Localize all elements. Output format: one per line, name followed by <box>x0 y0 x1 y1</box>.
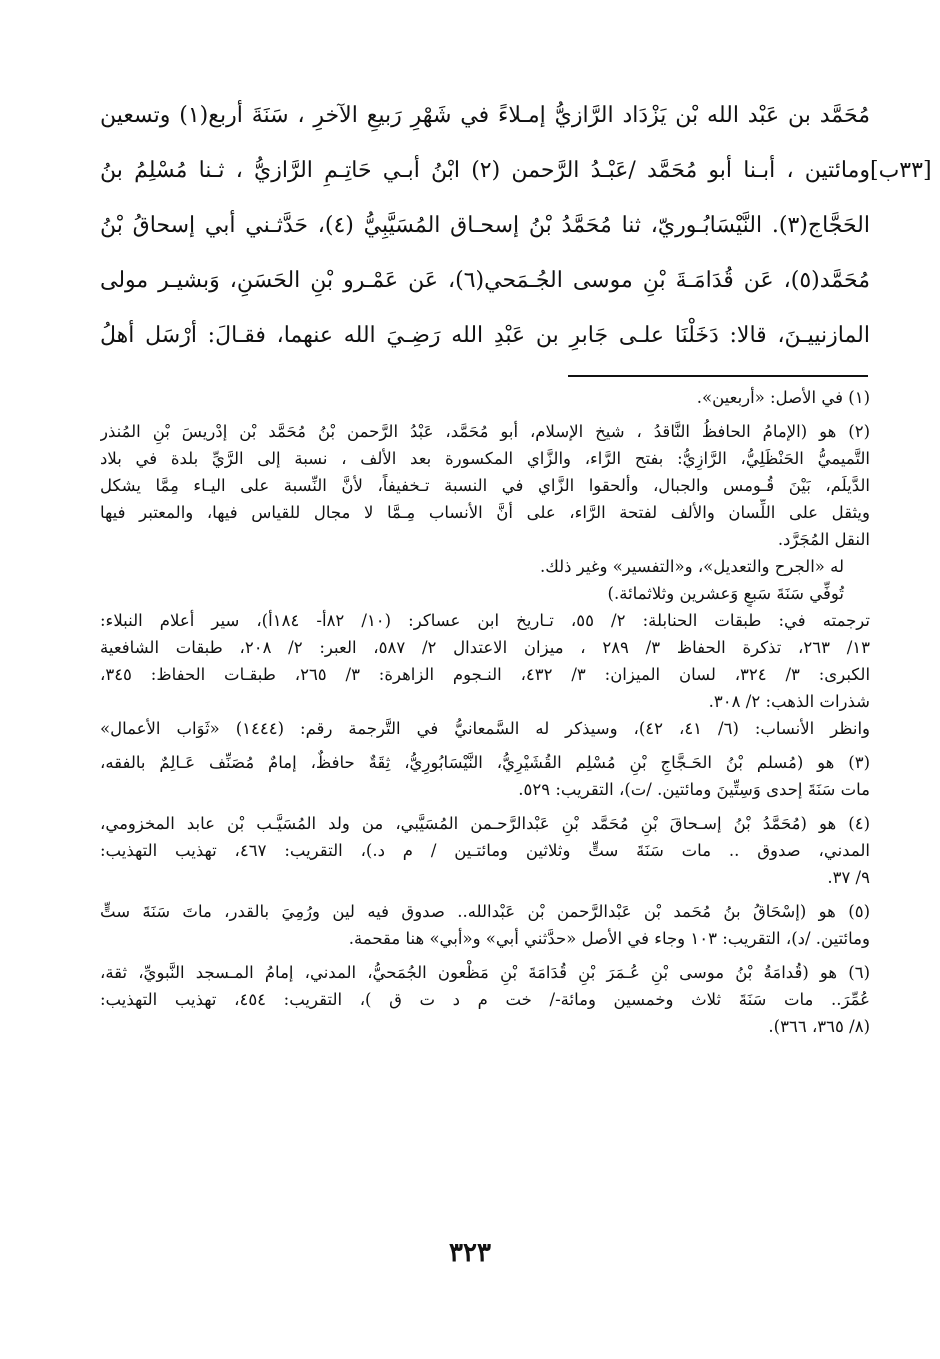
footnote-line: (٤) هو (مُحَمَّدُ بْنُ إسـحاقَ بْنِ مُحَمَّد بْنِ عَبْدالرَّحـمن المُسَيَّبي، من ولد المُسَيَّـب بْن عابد المخزومي، <box>100 814 870 833</box>
main-text-line: الحَجَّاج(٣). النَّيْسَابُـوريّ، ثنا مُحَمَّدُ بْنُ إسحـاق المُسَيَّبِيُّ (٤)، حَدَّثـني أبي إسحاقُ بْنُ <box>100 213 870 238</box>
main-text-body <box>100 88 870 363</box>
footnote-line: التَّميميُّ الحَنْظَلِيُّ، الرَّازِيُّ: بفتح الرَّاء، والزَّاي المكسورة بعد الألف ، نسبة إلى الرَّيِّ بلدة في بلاد <box>100 449 870 468</box>
footnote-3 <box>100 749 870 803</box>
footnote-line: (٨/ ٣٦٥، ٣٦٦). <box>768 1017 870 1036</box>
main-text-line: المازنييـنَ، قالا: دَخَلْنَا علـى جَابرِ بن عَبْدِ الله رَضِـيَ الله عنهما، فقـالَ: أرْسَل أهلُ <box>100 323 870 348</box>
footnote-line: وانظر الأنساب: (٦/ ٤١، ٤٢)، وسيذكر له السَّمعانيُّ في التَّرجمة رقم: (١٤٤٤) «ثَوَاب الأعمال» <box>100 719 870 738</box>
page-number: ٣٢٣ <box>449 1238 491 1268</box>
footnote-line: تُوفِّي سَنَةَ سَبعٍ وَعشرين وثلاثمائة.) <box>607 584 844 603</box>
footnote-4 <box>100 810 870 891</box>
main-text-line: مُحَمَّد بن عَبْد الله بْن يَزْدَاد الرَّازيُّ إمـلاءً في شَهْرِ رَبيعِ الآخرِ ، سَنَةَ أربع(١) وتسعين <box>100 103 870 128</box>
main-text-line: ومائتين ، أبـنا أبو مُحَمَّد /عَبْـدُ الرَّحمن (٢) ابْنُ أبـي حَاتِـمِ الرَّازيُّ ، ثـنا مُسْلِمُ بنُ <box>100 158 870 183</box>
footnote-6 <box>100 959 870 1040</box>
footnote-line: له «الجرح والتعديل»، و«التفسير» وغير ذلك. <box>539 557 844 576</box>
footnote-gap <box>100 411 870 418</box>
footnotes-section <box>100 384 870 1040</box>
footnote-line: الكبرى: ٣/ ٣٢٤، لسان الميزان: ٣/ ٤٣٢، النـجوم الزاهرة: ٣/ ٢٦٥، طبقـات الحفاظ: ٣٤٥، <box>100 665 870 684</box>
footnote-gap <box>100 891 870 898</box>
footnote-line: ترجمته في: طبقات الحنابلة: ٢/ ٥٥، تـاريخ ابن عساكر: (١٠/ ٨٢أ- ١٨٤أ)، سير أعلام النبلاء: <box>100 611 870 630</box>
footnote-line: المدني، صدوق .. مات سَنَةَ ستٍّ وثلاثين ومائتـين / م د.)، التقريب: ٤٦٧، تهذيب التهذيب: <box>100 841 870 860</box>
footnote-line: شذرات الذهب: ٢/ ٣٠٨. <box>708 692 870 711</box>
main-text-line: مُحَمَّد(٥)، عَن قُدَامَـةَ بْنِ موسى الجُـمَحي(٦)، عَن عَمْـرو بْنِ الحَسَنِ، وَبشيـر مولى <box>100 268 870 293</box>
footnote-line: مات سَنَةَ إحدى وَسِتِّينَ ومائتين. /ت)، التقريب: ٥٢٩. <box>518 780 870 799</box>
footnote-line: (٢) هو (الإمامُ الحافظُ النَّاقدُ ، شيخ الإسلام، أبو مُحَمَّد، عَبْدُ الرَّحمن بْنُ مُحَمَّد بْن إدْريسَ بْنِ المُنذر <box>100 422 870 441</box>
footnote-gap <box>100 803 870 810</box>
footnote-line: (٥) هو (إسْحَاقُ بنُ مُحَمد بْن عَبْدالرَّحمن بْن عَبْدالله.. صدوق فيه لين ورُمِيَ بالقدر، ماتَ سَنَةَ ستٍّ <box>100 902 870 921</box>
footnote-line: ٩/ ٣٧. <box>827 868 870 887</box>
footnote-line: عُمِّرَ.. مات سَنَةَ ثلاث وخمسين ومائة-/ خت م د ت ق )، التقريب: ٤٥٤، تهذيب التهذيب: <box>100 990 870 1009</box>
footnote-line: (٦) هو (قُدامَةُ بْنُ موسى بْنِ عُـمَرَ بْنِ قُدَامَةَ بْنِ مَظْعون الجُمَحيُّ، المدني، إمامُ المـسجد النَّبويِّ، ثقة، <box>100 963 870 982</box>
footnote-line: ويثقل على اللِّسان والألف لفتحة الرَّاء، على أنَّ الأنساب مِـمَّا لا مجال للقياس فيها، والمعتبر فيها <box>100 503 870 522</box>
footnote-separator <box>568 375 868 377</box>
footnote-line: (١) في الأصل: «أربعين». <box>696 388 870 407</box>
footnote-2 <box>100 418 870 742</box>
footnote-line: ومائتين. /د)، التقريب: ١٠٣ وجاء في الأصل «حدَّثني أبي» و«أبي» هنا مقحمة. <box>348 929 870 948</box>
footnote-line: الدَّيلَم، بَيْنَ قُـومس والجبال، وألحقوا الزَّاي في النسبة تـخفيفاً، لأنَّ النِّسبة على اليـاء مِمَّا يشكل <box>100 476 870 495</box>
footnote-1 <box>100 384 870 411</box>
footnote-gap <box>100 742 870 749</box>
footnote-line: ١٣/ ٢٦٣، تذكرة الحفاظ ٣/ ٢٨٩ ، ميزان الاعتدال ٢/ ٥٨٧، العبر: ٢/ ٢٠٨، طبقات الشافعية <box>100 638 870 657</box>
footnote-line: النقل المُجَرَّد. <box>777 530 870 549</box>
footnote-line: (٣) هو (مُسلم بْنُ الحَـجَّاجِ بْنِ مُسْلِم القُشَيْرِيُّ، النَّيْسَابُورِيُّ، ثِقَةٌ حافظٌ، إمامٌ مُصَنِّف عَـالِمٌ بالفقه، <box>100 753 870 772</box>
footnote-5 <box>100 898 870 952</box>
footnote-gap <box>100 952 870 959</box>
margin-folio-reference: [٣٣ب] <box>870 158 932 183</box>
